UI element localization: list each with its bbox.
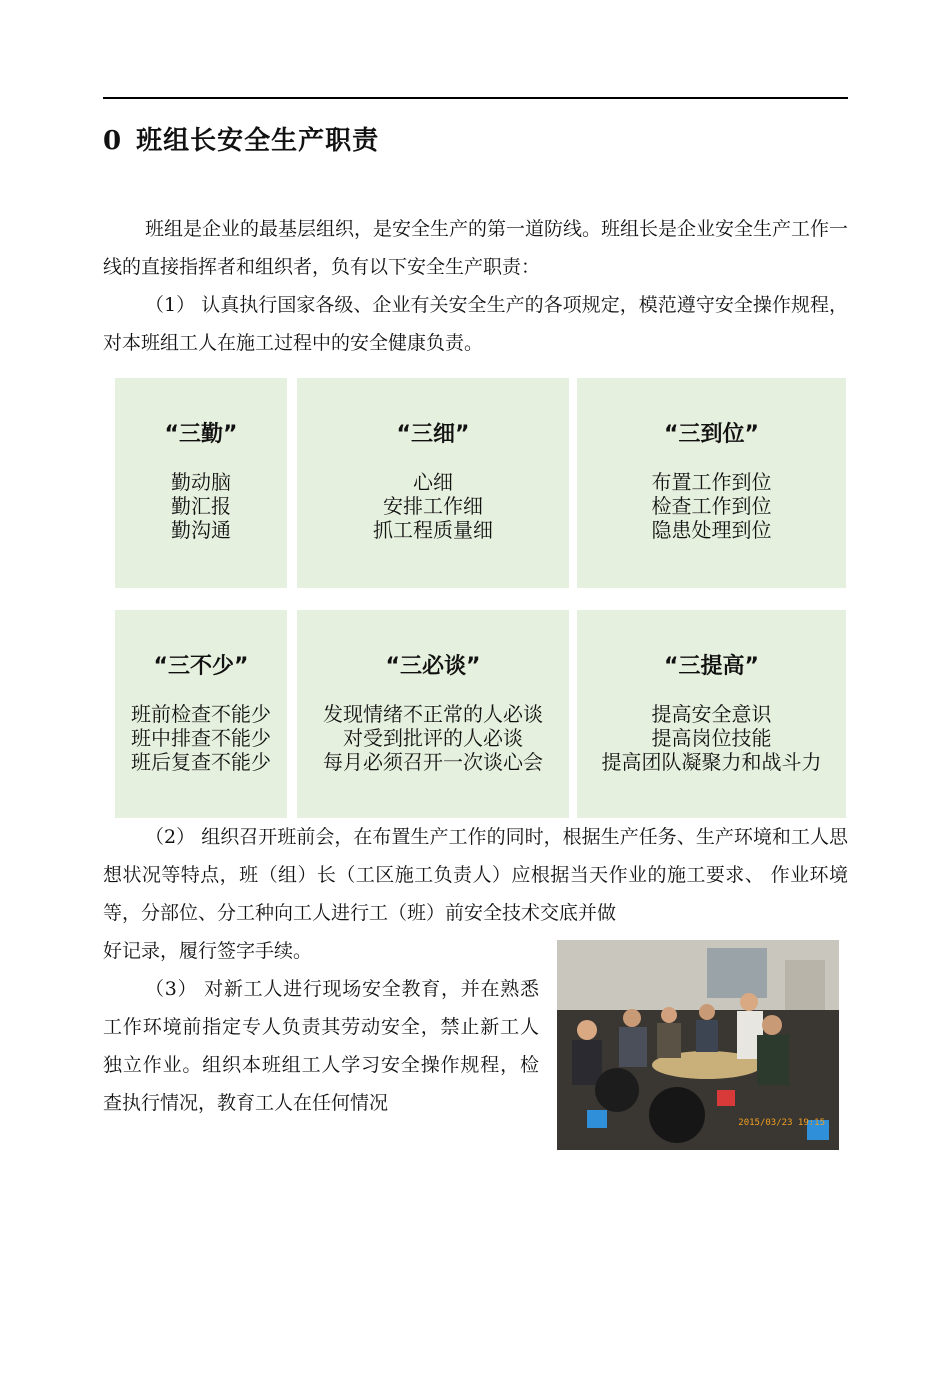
principle-line: 班中排查不能少 [131, 726, 271, 750]
principle-line: 检查工作到位 [651, 494, 772, 518]
duty-item-2-text: （2） 组织召开班前会，在布置生产工作的同时，根据生产任务、生产环境和工人思想状况等特点，班（组）长（工区施工负责人）应根据当天作业的施工要求、 作业环境等，分部位、分工种向工人进行工（班）前安全技术交底并做 [103, 826, 848, 924]
meeting-photo [557, 940, 839, 1150]
principle-title: “三不少” [153, 654, 249, 679]
principle-title: “三细” [396, 422, 470, 447]
principle-card-sanbushao [115, 610, 287, 818]
principle-line: 每月必须召开一次谈心会 [323, 750, 543, 774]
principle-line: 勤动脑 [171, 470, 231, 494]
principle-line: 抓工程质量细 [373, 518, 493, 542]
principle-line: 提高团队凝聚力和战斗力 [601, 750, 822, 774]
principle-card-sanbitan [297, 610, 569, 818]
principle-line: 隐患处理到位 [651, 518, 772, 542]
duty-item-1: （1） 认真执行国家各级、企业有关安全生产的各项规定，模范遵守安全操作规程，对本班组工人在施工过程中的安全健康负责。 [103, 294, 848, 354]
principle-line: 布置工作到位 [651, 470, 772, 494]
section-heading [103, 120, 379, 157]
principles-grid [113, 376, 848, 818]
principle-line: 班后复查不能少 [131, 750, 271, 774]
section-title: 班组长安全生产职责 [136, 126, 380, 156]
principle-line: 勤沟通 [171, 518, 231, 542]
duty-item-2-continuation: 好记录，履行签字手续。 [103, 940, 313, 962]
principle-line: 心细 [413, 470, 453, 494]
principle-title: “三提高” [664, 654, 759, 679]
photo-timestamp: 2015/03/23 19:15 [738, 1118, 825, 1128]
header-rule [103, 97, 848, 99]
principle-line: 提高岗位技能 [651, 726, 772, 750]
principle-line: 安排工作细 [383, 494, 483, 518]
section-number: 0 [103, 126, 123, 156]
principle-line: 提高安全意识 [651, 702, 772, 726]
principle-card-sandaowei [577, 378, 846, 588]
duty-item-3: （3） 对新工人进行现场安全教育，并在熟悉工作环境前指定专人负责其劳动安全，禁止新工人独立作业。组织本班组工人学习安全操作规程，检查执行情况，教育工人在任何情况 [103, 978, 539, 1114]
principle-title: “三勤” [164, 422, 238, 447]
principle-line: 班前检查不能少 [131, 702, 271, 726]
principle-line: 对受到批评的人必谈 [343, 726, 523, 750]
principle-title: “三到位” [664, 422, 759, 447]
principle-line: 发现情绪不正常的人必谈 [323, 702, 543, 726]
principle-card-santigao [577, 610, 846, 818]
intro-paragraph: 班组是企业的最基层组织，是安全生产的第一道防线。班组长是企业安全生产工作一线的直接指挥者和组织者，负有以下安全生产职责： [103, 218, 849, 278]
principle-card-sanxi [297, 378, 569, 588]
principle-title: “三必谈” [385, 654, 481, 679]
principle-line: 勤汇报 [171, 494, 231, 518]
principle-card-sanqin [115, 378, 287, 588]
